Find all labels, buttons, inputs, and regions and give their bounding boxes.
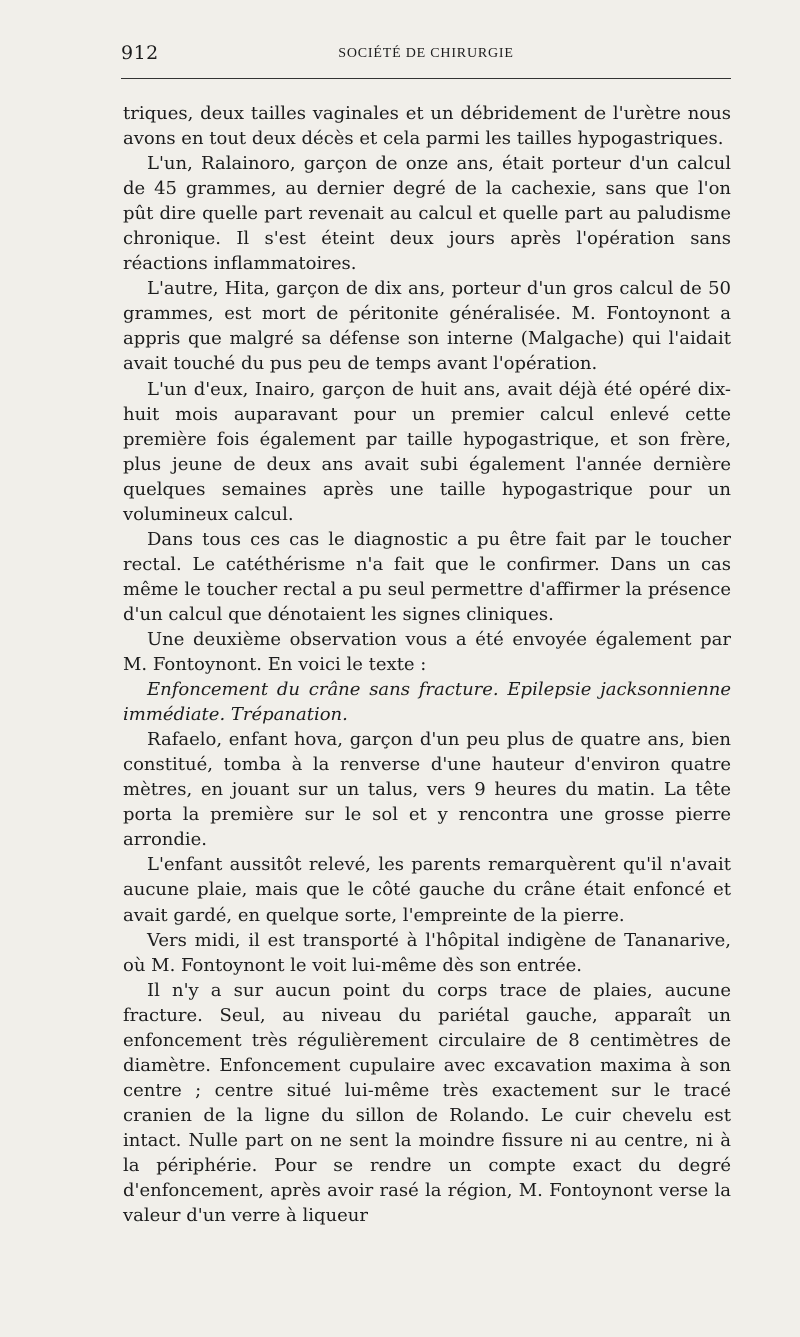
paragraph: L'enfant aussitôt relevé, les parents remarquèrent qu'il n'avait aucune plaie, mais que le côté gauche du crâne était enfoncé et avait gardé, en quelque sorte, l'empreinte de la pierre. xyxy=(123,854,731,926)
paragraph: L'un, Ralainoro, garçon de onze ans, était porteur d'un calcul de 45 grammes, au dernier degré de la cachexie, sans que l'on pût dire quelle part revenait au calcul et quelle part au paludisme chronique. Il s'est éteint deux jours après l'opération sans réactions inflammatoires. xyxy=(123,153,731,275)
body-text xyxy=(123,101,731,1228)
observation-title: Enfoncement du crâne sans fracture. Epilepsie jacksonnienne immédiate. Trépanation. xyxy=(123,679,731,726)
paragraph: L'un d'eux, Inairo, garçon de huit ans, avait déjà été opéré dix-huit mois auparavant pour un premier calcul enlevé cette première fois également par taille hypogastrique, et son frère, plus jeune de deux ans avait subi également l'année dernière quelques semaines après une taille hypogastrique pour un volumineux calcul. xyxy=(123,378,731,525)
paragraph: Rafaelo, enfant hova, garçon d'un peu plus de quatre ans, bien constitué, tomba à la renverse d'une hauteur d'environ quatre mètres, en jouant sur un talus, vers 9 heures du matin. La tête porta la première sur le sol et y rencontra une grosse pierre arrondie. xyxy=(123,729,731,851)
paragraph: Il n'y a sur aucun point du corps trace de plaies, aucune fracture. Seul, au niveau du pariétal gauche, apparaît un enfoncement très régulièrement circulaire de 8 centimètres de diamètre. Enfoncement cupulaire avec excavation maxima à son centre ; centre situé lui-même très exactement sur le tracé cranien de la ligne du sillon de Rolando. Le cuir chevelu est intact. Nulle part on ne sent la moindre fissure ni au centre, ni à la périphérie. Pour se rendre un compte exact du degré d'enfoncement, après avoir rasé la région, M. Fontoynont verse la valeur d'un verre à liqueur xyxy=(123,979,731,1227)
page-number: 912 xyxy=(121,42,159,64)
paragraph: Vers midi, il est transporté à l'hôpital indigène de Tananarive, où M. Fontoynont le voit lui-même dès son entrée. xyxy=(123,929,731,976)
running-title: SOCIÉTÉ DE CHIRURGIE xyxy=(338,46,514,61)
paragraph: Dans tous ces cas le diagnostic a pu être fait par le toucher rectal. Le catéthérisme n'a fait que le confirmer. Dans un cas même le toucher rectal a pu seul permettre d'affirmer la présence d'un calcul que dénotaient les signes cliniques. xyxy=(123,528,731,625)
header-rule xyxy=(121,78,731,79)
page-header xyxy=(121,42,731,68)
paragraph: Une deuxième observation vous a été envoyée également par M. Fontoynont. En voici le texte : xyxy=(123,628,731,676)
paragraph: triques, deux tailles vaginales et un débridement de l'urètre nous avons en tout deux décès et cela parmi les tailles hypogastriques. xyxy=(123,103,731,150)
paragraph: L'autre, Hita, garçon de dix ans, porteur d'un gros calcul de 50 grammes, est mort de péritonite généralisée. M. Fontoynont a appris que malgré sa défense son interne (Malgache) qui l'aidait avait touché du pus peu de temps avant l'opération. xyxy=(123,278,731,375)
